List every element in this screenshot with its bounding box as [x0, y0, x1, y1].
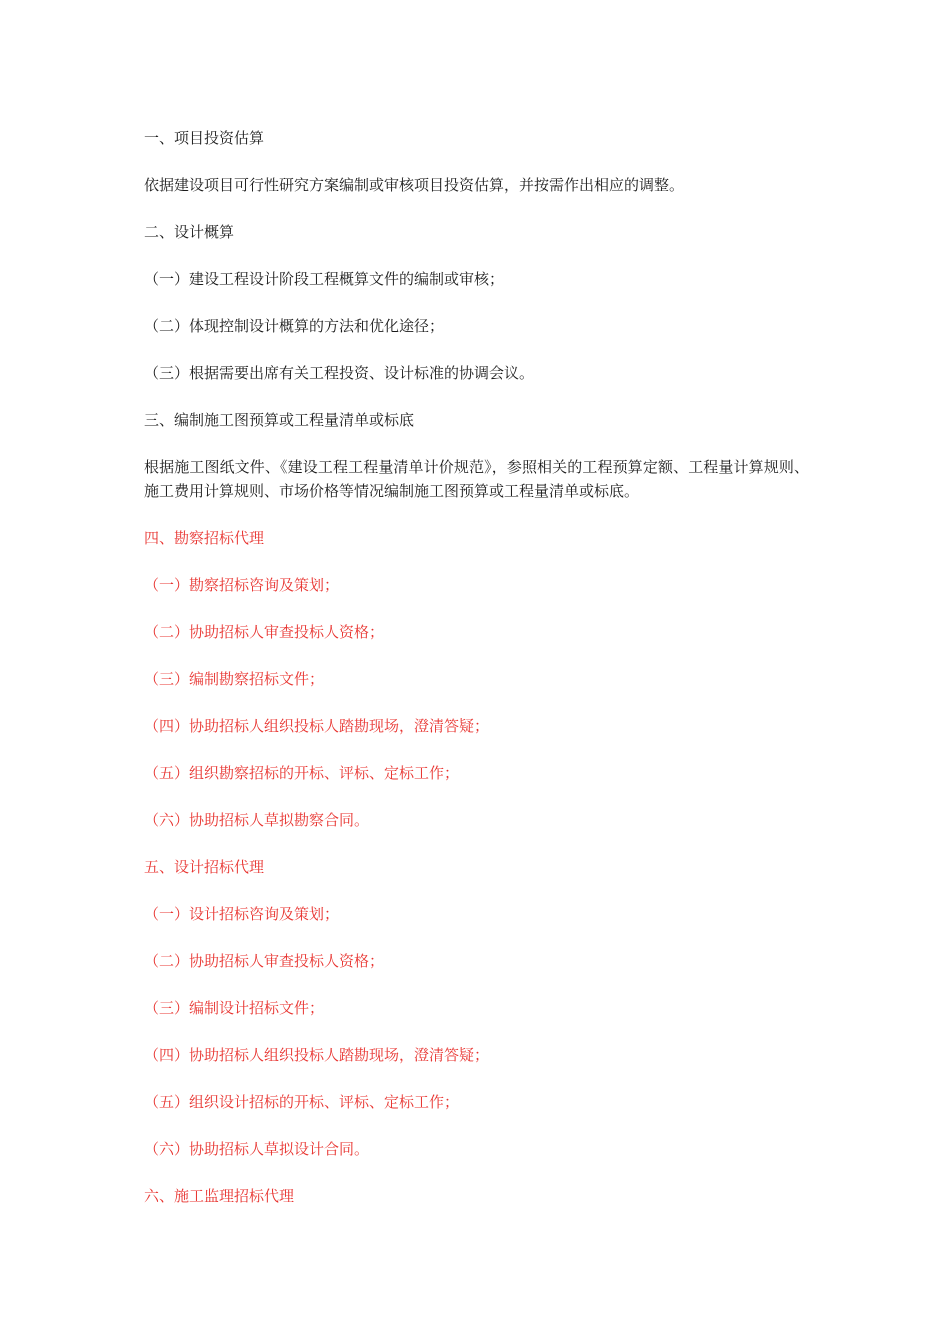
list-item-design-tender-6: （六）协助招标人草拟设计合同。 — [144, 1140, 370, 1158]
list-item-survey-tender-4: （四）协助招标人组织投标人踏勘现场，澄清答疑； — [144, 717, 490, 735]
list-item-survey-tender-1: （一）勘察招标咨询及策划； — [144, 576, 340, 594]
section-heading-survey-tender: 四、勘察招标代理 — [144, 529, 265, 547]
list-item-survey-tender-2: （二）协助招标人审查投标人资格； — [144, 623, 385, 641]
document-body — [144, 126, 809, 1231]
list-item-design-tender-3: （三）编制设计招标文件； — [144, 999, 325, 1017]
section-heading-design-budget: 二、设计概算 — [144, 223, 235, 241]
list-item-survey-tender-6: （六）协助招标人草拟勘察合同。 — [144, 811, 370, 829]
list-item-survey-tender-5: （五）组织勘察招标的开标、评标、定标工作； — [144, 764, 460, 782]
list-item-design-budget-2: （二）体现控制设计概算的方法和优化途径； — [144, 317, 445, 335]
section-heading-supervision-tender: 六、施工监理招标代理 — [144, 1187, 295, 1205]
paragraph-construction-budget: 根据施工图纸文件、《建设工程工程量清单计价规范》，参照相关的工程预算定额、工程量计算规则、施工费用计算规则、市场价格等情况编制施工图预算或工程量清单或标底。 — [144, 458, 809, 500]
section-heading-construction-budget: 三、编制施工图预算或工程量清单或标底 — [144, 411, 415, 429]
section-heading-investment-estimate: 一、项目投资估算 — [144, 129, 265, 147]
list-item-design-tender-2: （二）协助招标人审查投标人资格； — [144, 952, 385, 970]
list-item-survey-tender-3: （三）编制勘察招标文件； — [144, 670, 325, 688]
section-heading-design-tender: 五、设计招标代理 — [144, 858, 265, 876]
list-item-design-budget-1: （一）建设工程设计阶段工程概算文件的编制或审核； — [144, 270, 505, 288]
list-item-design-tender-4: （四）协助招标人组织投标人踏勘现场，澄清答疑； — [144, 1046, 490, 1064]
paragraph-investment-estimate: 依据建设项目可行性研究方案编制或审核项目投资估算，并按需作出相应的调整。 — [144, 176, 685, 194]
list-item-design-tender-1: （一）设计招标咨询及策划； — [144, 905, 340, 923]
list-item-design-tender-5: （五）组织设计招标的开标、评标、定标工作； — [144, 1093, 460, 1111]
list-item-design-budget-3: （三）根据需要出席有关工程投资、设计标准的协调会议。 — [144, 364, 535, 382]
